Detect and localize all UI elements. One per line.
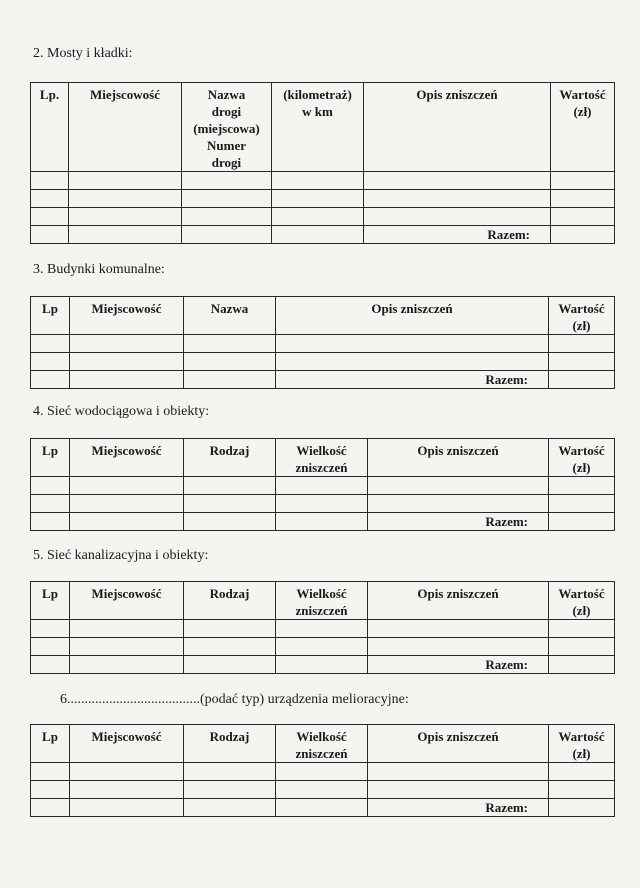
total-row <box>31 799 615 817</box>
table-row <box>31 781 615 799</box>
section-6-title: 6......................................(podać typ) urządzenia melioracyjne: <box>60 692 409 707</box>
total-row <box>31 656 615 674</box>
section-3-title: 3. Budynki komunalne: <box>33 262 165 277</box>
table-header-row <box>31 297 615 335</box>
col-header-opis: Opis zniszczeń <box>368 725 549 763</box>
col-header-wartosc: Wartość (zł) <box>549 297 615 335</box>
col-header-opis: Opis zniszczeń <box>368 439 549 477</box>
table-row <box>31 763 615 781</box>
total-value-cell[interactable] <box>549 799 615 817</box>
col-header-miejscowosc: Miejscowość <box>70 439 184 477</box>
table-row <box>31 208 615 226</box>
total-value-cell[interactable] <box>549 371 615 389</box>
table-header-row <box>31 582 615 620</box>
table-header-row <box>31 725 615 763</box>
col-header-kilometraz: (kilometraż) w km <box>272 83 364 172</box>
section-5-title: 5. Sieć kanalizacyjna i obiekty: <box>33 548 209 563</box>
col-header-wielkosc: Wielkość zniszczeń <box>276 725 368 763</box>
col-header-nazwa-drogi: Nazwa drogi (miejscowa) Numer drogi <box>182 83 272 172</box>
col-header-opis: Opis zniszczeń <box>368 582 549 620</box>
table-row <box>31 477 615 495</box>
bridges-table <box>30 82 615 244</box>
table-row <box>31 495 615 513</box>
total-label: Razem: <box>368 799 549 817</box>
col-header-lp: Lp <box>31 725 70 763</box>
table-header-row <box>31 439 615 477</box>
total-value-cell[interactable] <box>549 513 615 531</box>
col-header-miejscowosc: Miejscowość <box>69 83 182 172</box>
table-row <box>31 620 615 638</box>
melioration-table <box>30 724 615 817</box>
col-header-wartosc: Wartość (zł) <box>551 83 615 172</box>
total-label: Razem: <box>368 656 549 674</box>
table-row <box>31 172 615 190</box>
col-header-lp: Lp <box>31 297 70 335</box>
col-header-wartosc: Wartość (zł) <box>549 725 615 763</box>
col-header-rodzaj: Rodzaj <box>184 582 276 620</box>
municipal-buildings-table <box>30 296 615 389</box>
table-row <box>31 335 615 353</box>
col-header-rodzaj: Rodzaj <box>184 725 276 763</box>
total-row <box>31 226 615 244</box>
table-header-row <box>31 83 615 172</box>
total-label: Razem: <box>368 513 549 531</box>
col-header-nazwa: Nazwa <box>184 297 276 335</box>
table-row <box>31 638 615 656</box>
col-header-miejscowosc: Miejscowość <box>70 725 184 763</box>
section-4-title: 4. Sieć wodociągowa i obiekty: <box>33 404 210 419</box>
total-row <box>31 513 615 531</box>
total-value-cell[interactable] <box>551 226 615 244</box>
sewage-network-table <box>30 581 615 674</box>
col-header-lp: Lp. <box>31 83 69 172</box>
section-2-title: 2. Mosty i kładki: <box>33 46 133 61</box>
col-header-rodzaj: Rodzaj <box>184 439 276 477</box>
col-header-miejscowosc: Miejscowość <box>70 297 184 335</box>
total-label: Razem: <box>364 226 551 244</box>
water-network-table <box>30 438 615 531</box>
col-header-miejscowosc: Miejscowość <box>70 582 184 620</box>
col-header-wartosc: Wartość (zł) <box>549 439 615 477</box>
col-header-opis: Opis zniszczeń <box>276 297 549 335</box>
table-row <box>31 353 615 371</box>
total-row <box>31 371 615 389</box>
col-header-lp: Lp <box>31 582 70 620</box>
col-header-wartosc: Wartość (zł) <box>549 582 615 620</box>
col-header-opis: Opis zniszczeń <box>364 83 551 172</box>
col-header-wielkosc: Wielkość zniszczeń <box>276 439 368 477</box>
total-label: Razem: <box>276 371 549 389</box>
col-header-wielkosc: Wielkość zniszczeń <box>276 582 368 620</box>
col-header-lp: Lp <box>31 439 70 477</box>
table-row <box>31 190 615 208</box>
total-value-cell[interactable] <box>549 656 615 674</box>
